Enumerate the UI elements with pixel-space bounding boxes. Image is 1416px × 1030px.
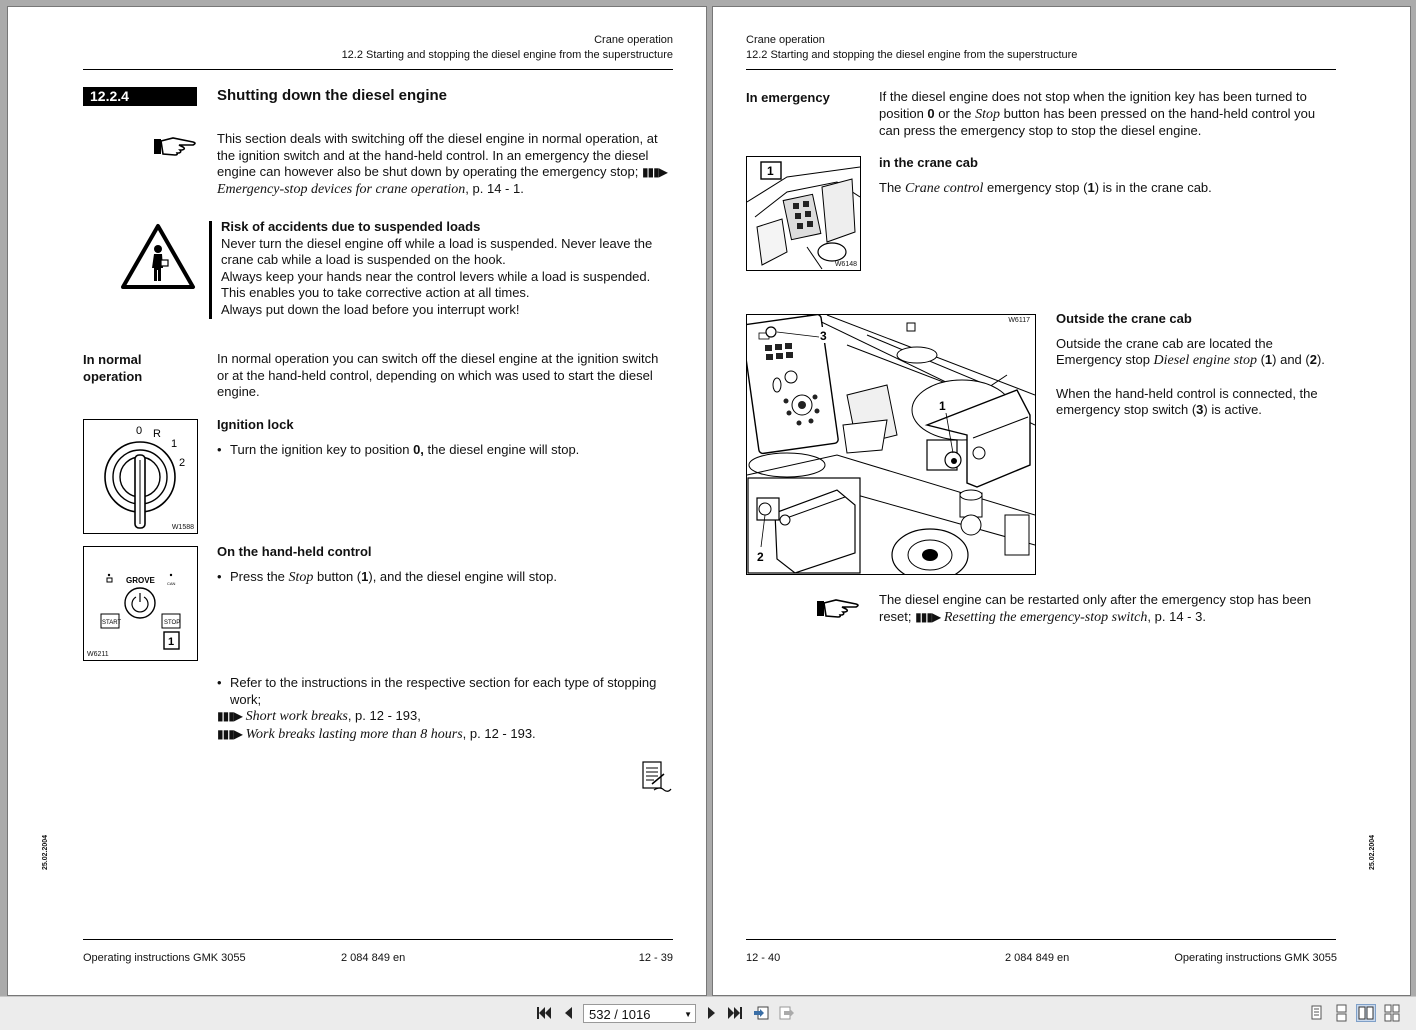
ignition-lock-figure (83, 419, 198, 534)
work-breaks-8-hours-link[interactable]: Work breaks lasting more than 8 hours (245, 726, 463, 742)
callout-3: 3 (820, 329, 827, 343)
dropdown-arrow-icon: ▼ (684, 1010, 692, 1019)
two-page-icon (1357, 1005, 1375, 1021)
reference-arrow-icon: ▮▮▮▶ (217, 709, 243, 723)
next-page-icon (702, 1005, 720, 1021)
warning-bar (209, 221, 212, 319)
notepad-icon (640, 760, 672, 799)
intro-reference-link[interactable]: Emergency-stop devices for crane operation (217, 181, 466, 197)
header-chapter: Crane operation (746, 34, 825, 46)
crane-cab-text: The Crane control emergency stop (1) is in the crane cab. (879, 179, 1212, 196)
can-label: CAN (167, 581, 176, 586)
figure-code: W6117 (1008, 317, 1030, 324)
brand-logo: GROVE (126, 576, 155, 585)
ignition-pos-1: 1 (171, 438, 178, 450)
previous-page-button[interactable] (560, 1005, 578, 1021)
warning-line: Never turn the diesel engine off while a load is suspended. Never leave the crane cab while a load is suspended on the hook. (221, 235, 653, 267)
last-page-button[interactable] (726, 1005, 744, 1021)
viewer-toolbar (0, 996, 1416, 1030)
outside-cab-figure (746, 314, 1036, 575)
go-forward-icon (778, 1005, 796, 1021)
continuous-view-button[interactable] (1331, 1004, 1351, 1022)
pointing-hand-icon (153, 135, 199, 164)
side-heading-in-emergency: In emergency (746, 90, 830, 105)
running-header (342, 33, 673, 63)
go-back-button[interactable] (752, 1005, 770, 1021)
header-section: 12.2 Starting and stopping the diesel engine from the superstructure (746, 49, 1078, 61)
warning-triangle-icon (120, 223, 196, 296)
section-number: 12.2.4 (90, 88, 129, 104)
footer-title: Operating instructions GMK 3055 (1174, 952, 1337, 964)
footer-doc-number: 2 084 849 en (1005, 952, 1070, 964)
footer-page-number: 12 - 39 (638, 952, 673, 964)
outside-cab-text-2: When the hand-held control is connected, the emergency stop switch (3) is active. (1056, 385, 1318, 417)
reference-arrow-icon: ▮▮▮▶ (217, 726, 243, 741)
previous-page-icon (560, 1005, 578, 1021)
ignition-lock-heading: Ignition lock (217, 417, 294, 432)
section-number-box (83, 87, 197, 106)
refer-bullet: • Refer to the instructions in the respective section for each type of stopping work; (217, 675, 675, 708)
hand-held-control-figure (83, 546, 198, 661)
ignition-lock-bullet: • Turn the ignition key to position 0, the diesel engine will stop. (217, 442, 673, 459)
start-label: START (102, 620, 122, 626)
figure-code: W6148 (834, 261, 857, 268)
two-page-continuous-view-button[interactable] (1382, 1004, 1402, 1022)
continuous-page-icon (1331, 1004, 1351, 1022)
left-page (7, 6, 707, 996)
outside-cab-text: Outside the crane cab are located the Emergency stop Diesel engine stop (1) and (2). (1056, 335, 1325, 368)
footer-title: Operating instructions GMK 3055 (83, 952, 246, 964)
ignition-pos-r: R (153, 428, 161, 440)
normal-operation-text: In normal operation you can switch off the diesel engine at the ignition switch or at the hand-held control, depending on which was used to start the diesel engine. (217, 351, 659, 399)
intro-paragraph: This section deals with switching off the diesel engine in normal operation, at the ignition switch and at the hand-held control. In an emergency the diesel engine can however also be shut down by operating the emergency stop; ▮▮▮▶ Emergency-stop devices for crane operation, p. 14 - 1. (217, 131, 667, 197)
warning-title: Risk of accidents due to suspended loads (221, 219, 481, 234)
callout-2: 2 (757, 550, 764, 564)
reference-line: ▮▮▮▶ Short work breaks, p. 12 - 193, (217, 708, 421, 724)
footer-doc-number: 2 084 849 en (341, 952, 406, 964)
page-indicator: 532 / 1016 (589, 1007, 651, 1022)
reference-line: ▮▮▮▶ Work breaks lasting more than 8 hours, p. 12 - 193. (217, 725, 536, 742)
header-rule (83, 69, 673, 70)
go-back-icon (752, 1005, 770, 1021)
restart-note: The diesel engine can be restarted only after the emergency stop has been reset; ▮▮▮▶ Resetting the emergency-stop switch, p. 14 - 3. (879, 592, 1312, 625)
ignition-pos-2: 2 (179, 457, 186, 469)
outside-cab-heading: Outside the crane cab (1056, 311, 1192, 326)
callout-1: 1 (939, 399, 946, 413)
hand-held-heading: On the hand-held control (217, 544, 372, 559)
single-page-view-button[interactable] (1306, 1004, 1326, 1022)
crane-cab-figure (746, 156, 861, 271)
two-page-continuous-icon (1382, 1004, 1402, 1022)
header-rule (746, 69, 1336, 70)
short-work-breaks-link[interactable]: Short work breaks (245, 709, 348, 724)
reference-arrow-icon: ▮▮▮▶ (915, 609, 941, 624)
side-heading-normal-operation: In normal operation (83, 352, 143, 384)
first-page-icon (535, 1005, 553, 1021)
resetting-emergency-stop-link[interactable]: Resetting the emergency-stop switch (943, 609, 1148, 625)
header-chapter: Crane operation (594, 34, 673, 46)
reference-arrow-icon: ▮▮▮▶ (641, 165, 667, 179)
outside-cab-section (1056, 311, 1338, 419)
ignition-pos-0: 0 (136, 425, 143, 437)
crane-cab-heading: in the crane cab (879, 155, 978, 170)
footer-rule (83, 939, 673, 940)
crane-cab-section (879, 155, 1337, 197)
go-forward-button[interactable] (778, 1005, 796, 1021)
page-selector[interactable] (583, 1004, 696, 1023)
crane-cab-callout: 1 (767, 164, 774, 178)
warning-line: Always put down the load before you interrupt work! (221, 301, 520, 317)
single-page-icon (1306, 1004, 1326, 1022)
running-header (746, 33, 1077, 63)
first-page-button[interactable] (535, 1005, 553, 1021)
stop-label: STOP (164, 620, 181, 626)
header-section: 12.2 Starting and stopping the diesel engine from the superstructure (341, 49, 673, 61)
figure-code: W1588 (171, 524, 194, 531)
footer-page-number: 12 - 40 (746, 952, 781, 964)
next-page-button[interactable] (702, 1005, 720, 1021)
stop-callout: 1 (168, 636, 175, 648)
last-page-icon (726, 1005, 744, 1021)
two-page-view-button[interactable] (1356, 1004, 1376, 1022)
warning-line: Always keep your hands near the control levers while a load is suspended. This enables you to take corrective action at all times. (221, 268, 651, 300)
figure-code: W6211 (87, 651, 109, 658)
ignition-lock-section (217, 417, 673, 458)
emergency-text: If the diesel engine does not stop when the ignition key has been turned to position 0 or the Stop button has been pressed on the hand-held control you can press the emergency stop to stop the diesel engine. (879, 89, 1316, 138)
hand-held-bullet: • Press the Stop button (1), and the diesel engine will stop. (217, 569, 673, 587)
refer-section (217, 675, 675, 743)
hand-held-section (217, 544, 673, 586)
pointing-hand-icon (816, 597, 862, 626)
section-title: Shutting down the diesel engine (217, 87, 448, 104)
footer-rule (746, 939, 1336, 940)
edition-date: 25.02.2004 (1369, 834, 1376, 870)
warning-block (221, 219, 677, 318)
edition-date: 25.02.2004 (42, 834, 49, 870)
right-page (712, 6, 1411, 996)
